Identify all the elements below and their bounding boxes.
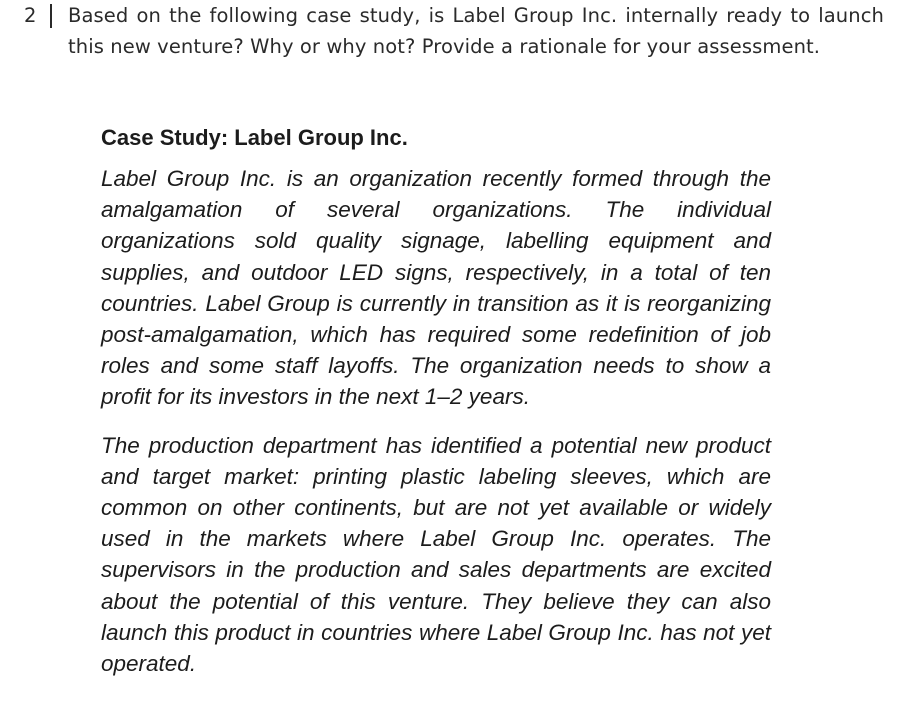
- question-number: 2: [24, 4, 37, 27]
- question-block: [24, 0, 884, 62]
- case-study-paragraph-2: The production department has identified a potential new product and target market: printing plastic labeling sleeves, which are common on other continents, but are not yet available or widely used in the markets where Label Group Inc. operates. The supervisors in the production and sales departments are excited about the potential of this venture. They believe they can also launch this product in countries where Label Group Inc. has not yet operated.: [101, 432, 771, 677]
- case-study-title: Case Study: Label Group Inc.: [101, 125, 408, 150]
- question-text: Based on the following case study, is Label Group Inc. internally ready to launch this new venture? Why or why not? Provide a rationale for your assessment.: [68, 4, 884, 58]
- question-number-divider: [50, 4, 52, 28]
- case-study-paragraph-1: Label Group Inc. is an organization recently formed through the amalgamation of several organizations. The individual organizations sold quality signage, labelling equipment and supplies, and outdoor LED signs, respectively, in a total of ten countries. Label Group is currently in transition as it is reorganizing post-amalgamation, which has required some redefinition of job roles and some staff layoffs. The organization needs to show a profit for its investors in the next 1–2 years.: [101, 166, 771, 410]
- case-study: [101, 123, 771, 679]
